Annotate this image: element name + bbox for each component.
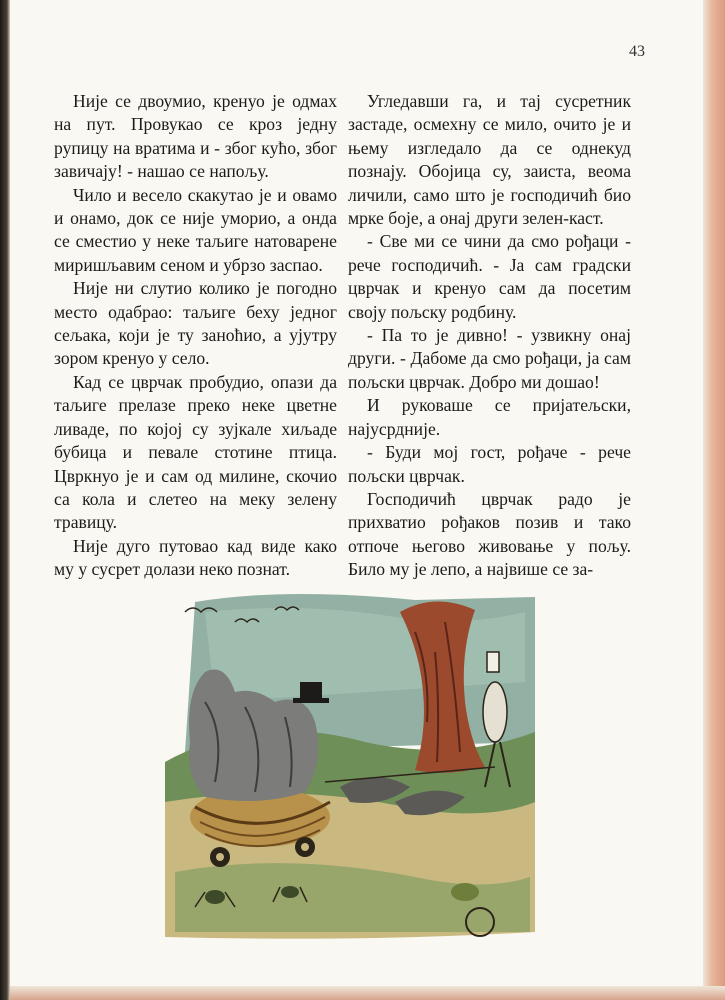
story-illustration — [165, 592, 535, 952]
book-spine-shadow — [0, 0, 10, 1000]
page-number: 43 — [629, 43, 645, 60]
paragraph: И руковаше се пријатељски, најусрдније. — [348, 395, 631, 439]
text-column-left — [54, 90, 337, 582]
paragraph: - Све ми се чини да смо рођаци - рече господичић. - Ја сам градски цврчак и кренуо сам да посетим своју пољску родбину. — [348, 231, 631, 322]
paragraph: Није ни слутио колико је погодно место одабрао: таљиге беху једног сељака, који је ту заноћио, а ујутру зором кренуо у село. — [54, 278, 337, 369]
paragraph: Господичић цврчак радо је прихватио рођаков позив и тако отпоче његово живовање у пољу. Било му је лепо, а највише се за- — [348, 488, 631, 580]
book-page — [10, 0, 703, 986]
paragraph: Није се двоумио, кренуо је одмах на пут. Провукао се кроз једну рупицу на вратима и - због кућо, због завичају! - нашао се напољу. — [54, 91, 337, 182]
book-page-edge — [703, 0, 725, 1000]
paragraph: - Буди мој гост, рођаче - рече пољски цврчак. — [348, 442, 631, 486]
paragraph: - Па то је дивно! - узвикну онај други. - Дабоме да смо рођаци, ја сам пољски цврчак. Добро ми дошао! — [348, 325, 631, 392]
book-bottom-edge — [10, 986, 725, 1000]
paragraph: Угледавши га, и тај сусретник застаде, осмехну се мило, очито је и њему изгледало да се однекуд познају. Обојица су, заиста, веома личили, само што је господичић био мрке боје, а онај други зелен-каст. — [348, 91, 631, 229]
text-column-right — [348, 90, 631, 582]
paragraph: Чило и весело скакутао је и овамо и онамо, док се није уморио, а онда се сместио у неке таљиге натоварене миришљавим сеном и убрзо заспао. — [54, 184, 337, 275]
paragraph: Није дуго путовао кад виде како му у сусрет долази неко познат. — [54, 535, 337, 580]
paragraph: Кад се цврчак пробудио, опази да таљиге прелазе преко неке цветне ливаде, по којој су зујкале хиљаде бубица и певале стотине птица. Цвркнуо је и сам од милине, скочио са кола и слетео на меку зелену травицу. — [54, 371, 337, 533]
